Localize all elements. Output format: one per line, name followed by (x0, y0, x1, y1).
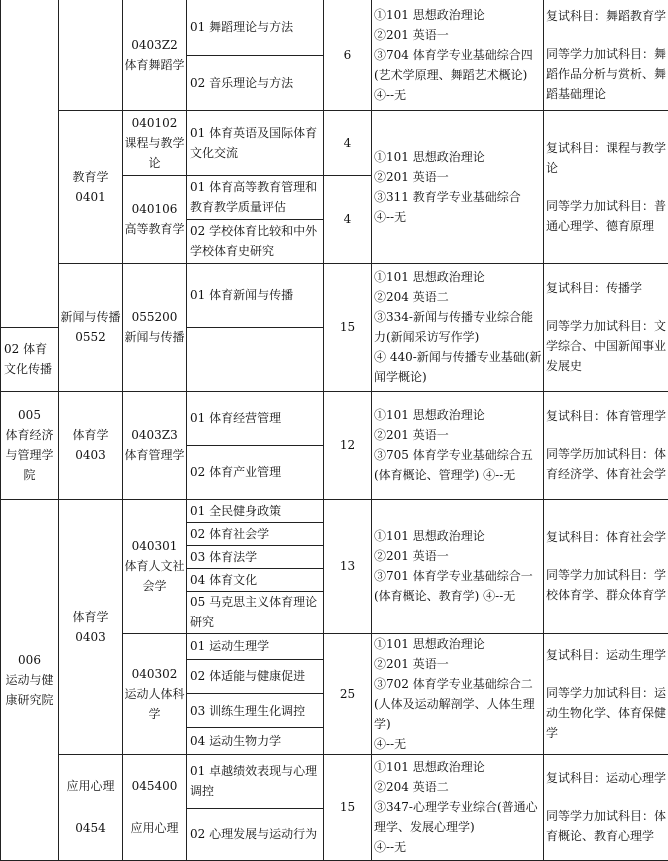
enrollment-management: 12 (324, 391, 372, 499)
major-code-dance: 0403Z2 体育舞蹈学 (123, 0, 187, 110)
category-psychology: 应用心理 0454 (59, 754, 123, 860)
retest-subjects-humanities: 复试科目：体育社会学 同等学力加试科目：学校体育学、群众体育学 (544, 499, 668, 633)
direction-higher-education-01: 01 体育高等教育管理和教育教学质量评估 (187, 175, 324, 219)
exam-subjects-kinesiology: ①101 思想政治理论 ②201 英语一 ③702 体育学专业基础综合二(人体及运动解剖学、人体生理学) ④--无 (372, 633, 544, 754)
college-sports-health: 006 运动与健 康研究院 (1, 499, 59, 860)
category-management: 体育学 0403 (59, 391, 123, 499)
direction-humanities-05: 05 马克思主义体育理论研究 (187, 591, 324, 633)
exam-subjects-humanities: ①101 思想政治理论 ②201 英语一 ③701 体育学专业基础综合一(体育概论、教育学) ④--无 (372, 499, 544, 633)
retest-subjects-education: 复试科目：课程与教学论 同等学力加试科目：普通心理学、德育原理 (544, 110, 668, 263)
direction-humanities-04: 04 体育文化 (187, 568, 324, 591)
direction-kinesiology-01: 01 运动生理学 (187, 633, 324, 659)
exam-subjects-management: ①101 思想政治理论 ②201 英语一 ③705 体育学专业基础综合五(体育概论、管理学) ④--无 (372, 391, 544, 499)
major-code-curriculum: 040102 课程与教学论 (123, 110, 187, 175)
enrollment-kinesiology: 25 (324, 633, 372, 754)
direction-humanities-03: 03 体育法学 (187, 545, 324, 568)
direction-dance-02: 02 音乐理论与方法 (187, 55, 324, 110)
enrollment-humanities: 13 (324, 499, 372, 633)
retest-subjects-psychology: 复试科目：运动心理学 同等学力加试科目：体育概论、教育心理学 (544, 754, 668, 860)
retest-subjects-dance: 复试科目：舞蹈教育学 同等学力加试科目：舞蹈作品分析与赏析、舞蹈基础理论 (544, 0, 668, 110)
direction-kinesiology-04: 04 运动生物力学 (187, 728, 324, 754)
exam-subjects-psychology: ①101 思想政治理论 ②204 英语二 ③347-心理学专业综合(普通心理学、发展心理学) ④--无 (372, 754, 544, 860)
major-code-kinesiology: 040302 运动人体科 学 (123, 633, 187, 754)
direction-management-02: 02 体育产业管理 (187, 445, 324, 499)
major-code-journalism: 055200 新闻与传播 (123, 263, 187, 391)
direction-journalism-01: 01 体育新闻与传播 (187, 263, 324, 327)
direction-humanities-02: 02 体育社会学 (187, 522, 324, 545)
direction-psychology-01: 01 卓越绩效表现与心理调控 (187, 754, 324, 808)
direction-kinesiology-02: 02 体适能与健康促进 (187, 659, 324, 693)
enrollment-curriculum: 4 (324, 110, 372, 175)
direction-kinesiology-03: 03 训练生理生化调控 (187, 693, 324, 727)
enrollment-journalism: 15 (324, 263, 372, 391)
major-code-psychology: 045400 应用心理 (123, 754, 187, 860)
direction-psychology-02: 02 心理发展与运动行为 (187, 808, 324, 860)
category-cell-blank (59, 0, 123, 110)
retest-subjects-journalism: 复试科目：传播学 同等学力加试科目：文学综合、中国新闻事业发展史 (544, 263, 668, 391)
college-cell-blank (1, 0, 59, 327)
exam-subjects-journalism: ①101 思想政治理论 ②204 英语二 ③334-新闻与传播专业综合能力(新闻采访写作学) ④ 440-新闻与传播专业基础(新闻学概论) (372, 263, 544, 391)
enrollment-dance: 6 (324, 0, 372, 110)
major-code-humanities: 040301 体育人文社 会学 (123, 499, 187, 633)
enrollment-higher-education: 4 (324, 175, 372, 263)
category-journalism: 新闻与传播 0552 (59, 263, 123, 391)
exam-subjects-dance: ①101 思想政治理论 ②201 英语一 ③704 体育学专业基础综合四(艺术学原理、舞蹈艺术概论) ④--无 (372, 0, 544, 110)
college-sports-economics: 005 体育经济 与管理学 院 (1, 391, 59, 499)
category-education: 教育学 0401 (59, 110, 123, 263)
category-sports-science: 体育学 0403 (59, 499, 123, 754)
major-code-management: 0403Z3 体育管理学 (123, 391, 187, 499)
direction-curriculum-01: 01 体育英语及国际体育文化交流 (187, 110, 324, 175)
exam-subjects-education: ①101 思想政治理论 ②201 英语一 ③311 教育学专业基础综合 ④--无 (372, 110, 544, 263)
direction-humanities-01: 01 全民健身政策 (187, 499, 324, 522)
direction-dance-01: 01 舞蹈理论与方法 (187, 0, 324, 55)
retest-subjects-kinesiology: 复试科目：运动生理学 同等学力加试科目：运动生物化学、体育保健学 (544, 633, 668, 754)
retest-subjects-management: 复试科目：体育管理学 同等学历加试科目：体育经济学、体育社会学 (544, 391, 668, 499)
direction-higher-education-02: 02 学校体育比较和中外学校体育史研究 (187, 219, 324, 263)
major-code-higher-education: 040106 高等教育学 (123, 175, 187, 263)
direction-journalism-02: 02 体育文化传播 (1, 327, 59, 391)
enrollment-psychology: 15 (324, 754, 372, 860)
direction-management-01: 01 体育经营管理 (187, 391, 324, 445)
